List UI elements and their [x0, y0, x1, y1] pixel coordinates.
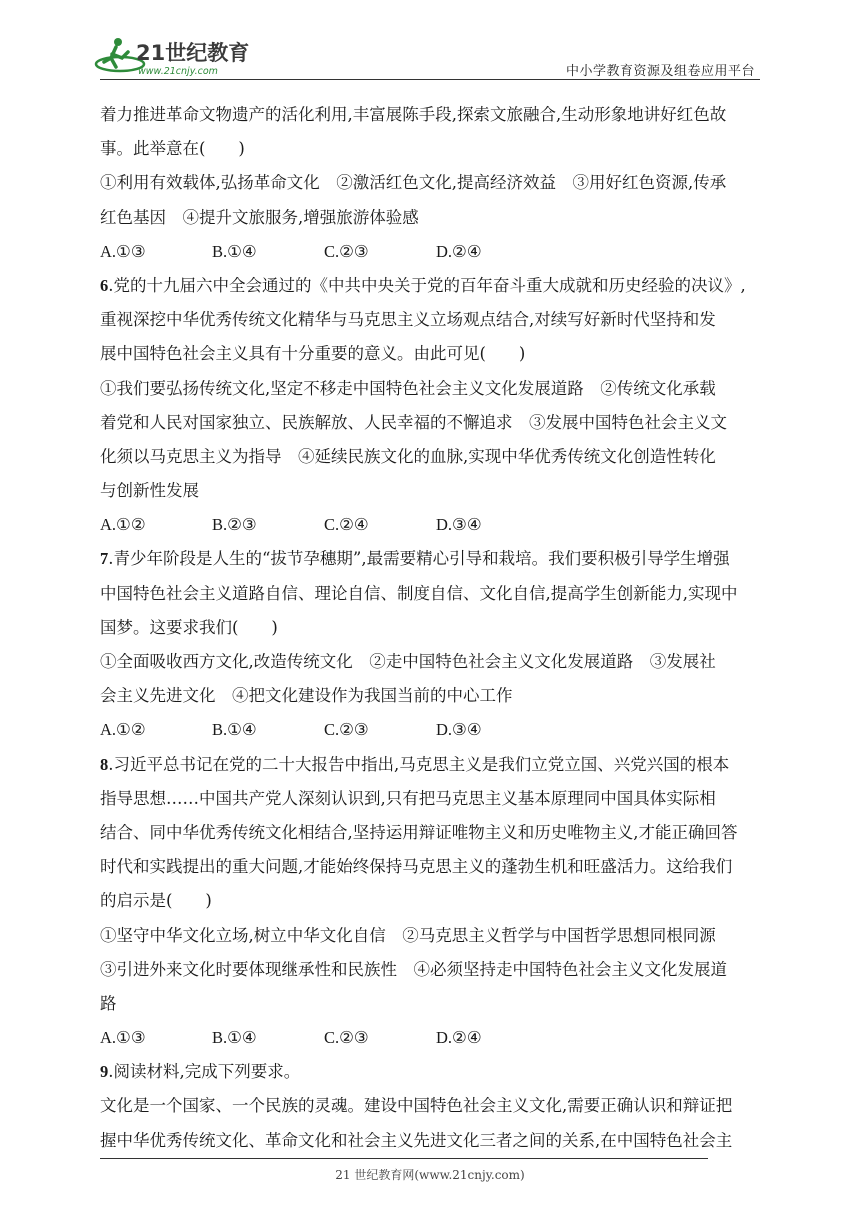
- q8-line: 结合、同中华优秀传统文化相结合,坚持运用辩证唯物主义和历史唯物主义,才能正确回答: [100, 822, 738, 842]
- platform-name: 中小学教育资源及组卷应用平台: [565, 64, 755, 79]
- q7-line: 中国特色社会主义道路自信、理论自信、制度自信、文化自信,提高学生创新能力,实现中: [100, 583, 738, 603]
- q5-line: 事。此举意在( ): [100, 139, 245, 159]
- option-c: C.②③: [324, 1028, 369, 1048]
- q8-line: 指导思想……中国共产党人深刻认识到,只有把马克思主义基本原理同中国具体实际相: [100, 788, 716, 808]
- header-divider: [100, 79, 760, 80]
- option-d: D.②④: [436, 1028, 482, 1048]
- q5-line: ①利用有效载体,弘扬革命文化 ②激活红色文化,提高经济效益 ③用好红色资源,传承: [100, 173, 727, 193]
- q6-line: 着党和人民对国家独立、民族解放、人民幸福的不懈追求 ③发展中国特色社会主义文: [100, 412, 727, 432]
- q8-number: 8: [100, 754, 109, 774]
- q9-line: [100, 1055, 764, 1089]
- q6-line: 展中国特色社会主义具有十分重要的意义。由此可见( ): [100, 344, 526, 364]
- option-b: B.①④: [212, 1028, 257, 1048]
- q7-options: [100, 713, 764, 747]
- q6-line: 重视深挖中华优秀传统文化精华与马克思主义立场观点结合,对续写好新时代坚持和发: [100, 310, 716, 330]
- q7-line: ①全面吸收西方文化,改造传统文化 ②走中国特色社会主义文化发展道路 ③发展社: [100, 652, 716, 671]
- q8-line: 的启示是( ): [100, 891, 212, 911]
- q9-line: 文化是一个国家、一个民族的灵魂。建设中国特色社会主义文化,需要正确认识和辩证把: [100, 1096, 733, 1116]
- q8-text: .习近平总书记在党的二十大报告中指出,马克思主义是我们立党立国、兴党兴国的根本: [108, 754, 730, 774]
- q6-number: 6: [100, 275, 109, 295]
- option-a: A.①③: [100, 1028, 146, 1048]
- q8-line: 时代和实践提出的重大问题,才能始终保持马克思主义的蓬勃生机和旺盛活力。这给我们: [100, 857, 733, 877]
- q7-text: .青少年阶段是人生的“拔节孕穗期”,最需要精心引导和栽培。我们要积极引导学生增强: [108, 549, 730, 569]
- q6-text: .党的十九届六中全会通过的《中共中央关于党的百年奋斗重大成就和历史经验的决议》,: [108, 275, 746, 295]
- q8-line: ③引进外来文化时要体现继承性和民族性 ④必须坚持走中国特色社会主义文化发展道: [100, 959, 727, 979]
- page-header: [0, 0, 860, 80]
- option-d: D.②④: [436, 241, 482, 261]
- logo-runner-icon: [92, 34, 262, 78]
- q8-line: 路: [100, 993, 117, 1013]
- q7-line: 国梦。这要求我们( ): [100, 617, 278, 637]
- option-a: A.①②: [100, 720, 146, 740]
- q6-line: ①我们要弘扬传统文化,坚定不移走中国特色社会主义文化发展道路 ②传统文化承载: [100, 378, 716, 398]
- q9-number: 9: [100, 1062, 109, 1082]
- option-d: D.③④: [436, 720, 482, 740]
- q5-options: [100, 235, 764, 269]
- footer-divider: [100, 1158, 708, 1159]
- q9-line: 握中华优秀传统文化、革命文化和社会主义先进文化三者之间的关系,在中国特色社会主: [100, 1130, 733, 1150]
- q7-line: [100, 542, 764, 576]
- q8-line: ①坚守中华文化立场,树立中华文化自信 ②马克思主义哲学与中国哲学思想同根同源: [100, 925, 716, 945]
- option-b: B.①④: [212, 720, 257, 740]
- svg-text:www.21cnjy.com: www.21cnjy.com: [138, 66, 218, 77]
- q8-options: [100, 1021, 764, 1055]
- option-c: C.②③: [324, 720, 369, 740]
- option-a: A.①②: [100, 515, 146, 535]
- q5-line: 红色基因 ④提升文旅服务,增强旅游体验感: [100, 207, 419, 227]
- q7-line: 会主义先进文化 ④把文化建设作为我国当前的中心工作: [100, 686, 513, 706]
- option-c: C.②③: [324, 241, 369, 261]
- site-logo: [92, 34, 262, 78]
- q6-line: 化须以马克思主义为指导 ④延续民族文化的血脉,实现中华优秀传统文化创造性转化: [100, 446, 716, 466]
- svg-text:21世纪教育: 21世纪教育: [136, 41, 250, 65]
- option-b: B.②③: [212, 515, 257, 535]
- option-d: D.③④: [436, 515, 482, 535]
- q8-line: [100, 748, 764, 782]
- page-footer: 21 世纪教育网(www.21cnjy.com): [335, 1168, 525, 1182]
- option-a: A.①③: [100, 241, 146, 261]
- q5-line: 着力推进革命文物遗产的活化利用,丰富展陈手段,探索文旅融合,生动形象地讲好红色故: [100, 105, 727, 124]
- option-b: B.①④: [212, 241, 257, 261]
- option-c: C.②④: [324, 515, 369, 535]
- q9-text: .阅读材料,完成下列要求。: [108, 1062, 301, 1082]
- q6-line: [100, 269, 764, 303]
- q6-options: [100, 508, 764, 542]
- question-content: [100, 98, 764, 1158]
- q6-line: 与创新性发展: [100, 481, 199, 501]
- q7-number: 7: [100, 549, 109, 569]
